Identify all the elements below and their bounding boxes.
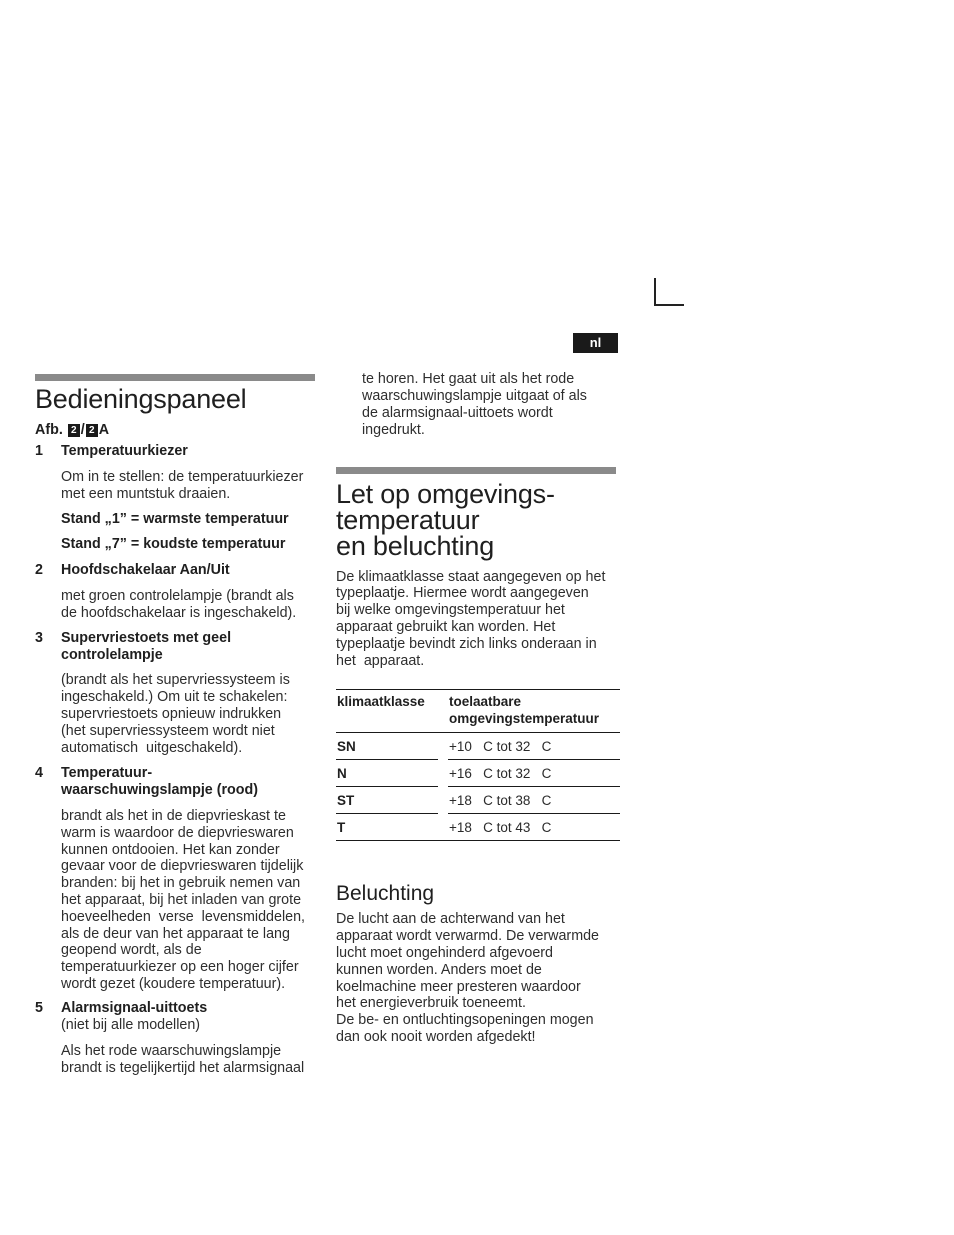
beluchting-line-1: De lucht aan de achterwand van het — [336, 911, 565, 927]
section-title-line-2: temperatuur — [336, 505, 480, 535]
item-3-line-3: supervriestoets opnieuw indrukken — [61, 706, 282, 722]
figure-number-box-2: 2 — [86, 424, 98, 437]
item-3-line-5: automatisch uitgeschakeld). — [61, 740, 243, 756]
item-4-line-3: kunnen ontdooien. Het kan zonder — [61, 842, 280, 858]
table-row-t-class: T — [337, 820, 346, 835]
beluchting-line-8: dan ook nooit worden afgedekt! — [336, 1029, 536, 1045]
continuation-line-3: de alarmsignaal-uittoets wordt — [362, 405, 553, 421]
item-heading-4-line-2: waarschuwingslampje (rood) — [61, 782, 259, 798]
section-title-bedieningspaneel: Bedieningspaneel — [35, 384, 247, 414]
item-number-3: 3 — [35, 630, 43, 646]
item-1-line-2: met een muntstuk draaien. — [61, 486, 231, 502]
subsection-title-beluchting: Beluchting — [336, 882, 435, 905]
item-4-line-5: branden: bij het in gebruik nemen van — [61, 875, 301, 891]
item-number-4: 4 — [35, 765, 43, 781]
item-4-line-9: geopend wordt, als de — [61, 942, 202, 958]
item-4-line-4: gevaar voor de diepvrieswaren tijdelijk — [61, 858, 304, 874]
item-3-line-1: (brandt als het supervriessysteem is — [61, 672, 290, 688]
table-row-n-class: N — [337, 766, 347, 781]
table-row-n-temp: +16 C tot 32 C — [449, 766, 552, 781]
item-3-line-4: (het supervriessysteem wordt niet — [61, 723, 275, 739]
item-1-stand-1: Stand „1” = warmste temperatuur — [61, 511, 289, 527]
table-row-rule — [448, 813, 620, 814]
item-heading-1: Temperatuurkiezer — [61, 443, 188, 459]
item-4-line-10: temperatuurkiezer op een hoger cijfer — [61, 959, 299, 975]
item-3-line-2: ingeschakeld.) Om uit te schakelen: — [61, 689, 288, 705]
item-5-sub: (niet bij alle modellen) — [61, 1017, 201, 1033]
item-5-line-2: brandt is tegelijkertijd het alarmsignaal — [61, 1060, 305, 1076]
item-heading-3-line-2: controlelampje — [61, 647, 163, 663]
item-2-line-1: met groen controlelampje (brandt als — [61, 588, 294, 604]
table-row-st-temp: +18 C tot 38 C — [449, 793, 552, 808]
item-heading-3-line-1: Supervriestoets met geel — [61, 630, 232, 646]
beluchting-line-3: lucht moet ongehinderd afgevoerd — [336, 945, 553, 961]
beluchting-line-4: kunnen worden. Anders moet de — [336, 962, 542, 978]
item-number-1: 1 — [35, 443, 43, 459]
table-header-rule — [336, 732, 620, 733]
item-4-line-8: als de deur van het apparaat te lang — [61, 926, 290, 942]
beluchting-line-5: koelmachine meer presteren waardoor — [336, 979, 581, 995]
item-4-line-6: het apparaat, bij het inladen van grote — [61, 892, 302, 908]
continuation-line-2: waarschuwingslampje uitgaat of als — [362, 388, 587, 404]
table-header-toelaatbare: toelaatbare — [449, 694, 522, 709]
item-number-2: 2 — [35, 562, 43, 578]
afb-separator: / — [80, 422, 85, 438]
table-row-t-temp: +18 C tot 43 C — [449, 820, 552, 835]
table-row-rule — [336, 786, 438, 787]
item-4-line-7: hoeveelheden verse levensmiddelen, — [61, 909, 306, 925]
table-header-klimaatklasse: klimaatklasse — [337, 694, 425, 709]
intro-line-2: typeplaatje. Hiermee wordt aangegeven — [336, 585, 589, 601]
section-rule-right — [336, 467, 616, 474]
figure-reference — [35, 422, 109, 439]
table-bottom-rule — [336, 840, 620, 841]
table-row-rule — [336, 759, 438, 760]
item-5-line-1: Als het rode waarschuwingslampje — [61, 1043, 282, 1059]
item-4-line-11: wordt gezet (koudere temperatuur). — [61, 976, 286, 992]
item-1-stand-7: Stand „7” = koudste temperatuur — [61, 536, 286, 552]
crop-mark-vertical — [654, 278, 656, 306]
item-number-5: 5 — [35, 1000, 43, 1016]
beluchting-line-2: apparaat wordt verwarmd. De verwarmde — [336, 928, 600, 944]
table-row-rule — [336, 813, 438, 814]
intro-line-3: bij welke omgevingstemperatuur het — [336, 602, 565, 618]
intro-line-6: het apparaat. — [336, 653, 425, 669]
table-header-omgevingstemperatuur: omgevingstemperatuur — [449, 711, 600, 726]
beluchting-line-6: het energieverbruik toeneemt. — [336, 995, 526, 1011]
intro-line-1: De klimaatklasse staat aangegeven op het — [336, 569, 606, 585]
item-2-line-2: de hoofdschakelaar is ingeschakeld). — [61, 605, 297, 621]
table-row-st-class: ST — [337, 793, 355, 808]
table-row-rule — [448, 759, 620, 760]
intro-line-4: apparaat gebruikt kan worden. Het — [336, 619, 556, 635]
intro-line-5: typeplaatje bevindt zich links onderaan in — [336, 636, 597, 652]
section-rule-left — [35, 374, 315, 381]
item-heading-2: Hoofdschakelaar Aan/Uit — [61, 562, 230, 578]
continuation-line-1: te horen. Het gaat uit als het rode — [362, 371, 575, 387]
section-title-line-3: en beluchting — [336, 531, 495, 561]
afb-suffix: A — [98, 422, 110, 438]
language-badge: nl — [573, 333, 618, 353]
table-row-rule — [448, 786, 620, 787]
beluchting-line-7: De be- en ontluchtingsopeningen mogen — [336, 1012, 594, 1028]
item-4-line-1: brandt als het in de diepvrieskast te — [61, 808, 286, 824]
item-heading-4-line-1: Temperatuur- — [61, 765, 153, 781]
crop-mark-horizontal — [654, 304, 684, 306]
table-row-sn-temp: +10 C tot 32 C — [449, 739, 552, 754]
table-row-sn-class: SN — [337, 739, 356, 754]
afb-prefix: Afb. — [35, 422, 63, 438]
item-heading-5: Alarmsignaal-uittoets — [61, 1000, 208, 1016]
figure-number-box-1: 2 — [68, 424, 80, 437]
continuation-line-4: ingedrukt. — [362, 422, 425, 438]
item-1-line-1: Om in te stellen: de temperatuurkiezer — [61, 469, 304, 485]
item-4-line-2: warm is waardoor de diepvrieswaren — [61, 825, 294, 841]
section-title-line-1: Let op omgevings- — [336, 479, 555, 509]
table-top-rule — [336, 689, 620, 690]
